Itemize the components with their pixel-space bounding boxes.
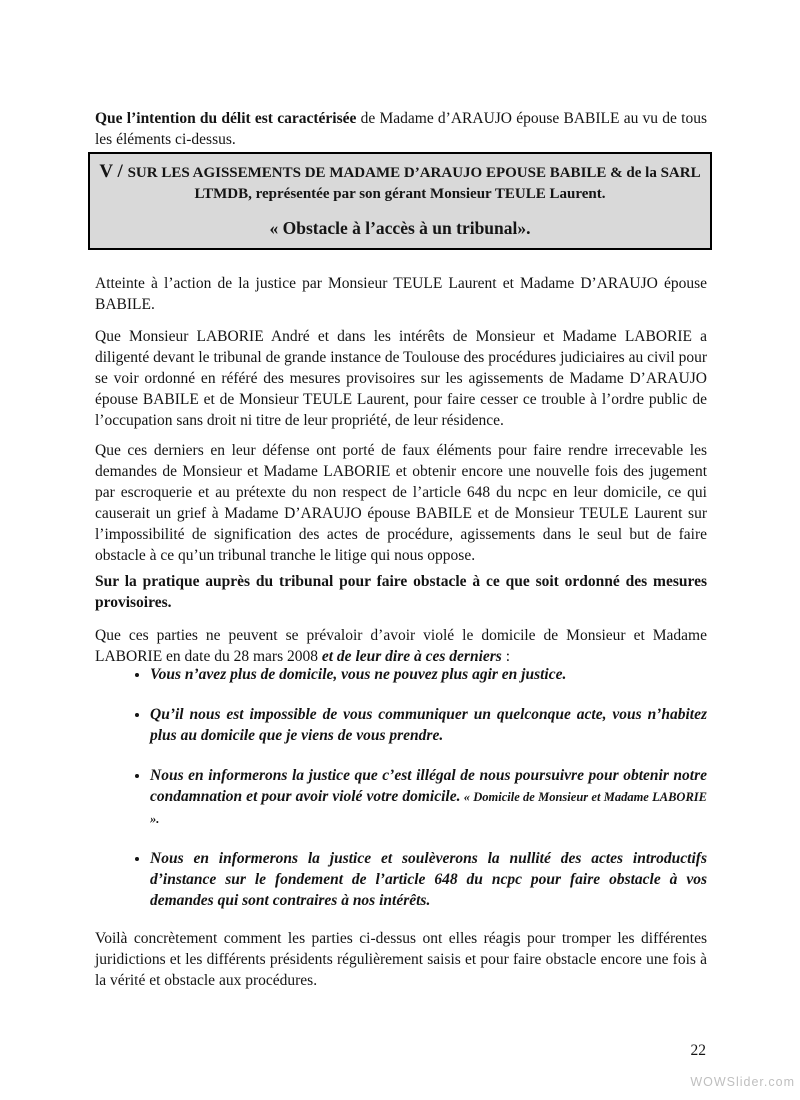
bullet-text: Qu’il nous est impossible de vous communiquer un quelconque acte, vous n’habitez plus au domicile que je viens de vous prendre. [150, 706, 707, 744]
closing-paragraph: Voilà concrètement comment les parties ci-dessus ont elles réagis pour tromper les différentes juridictions et les différents présidents régulièrement saisis et pour faire obstacle encore une fois à la vérité et obstacle aux procédures. [95, 929, 707, 989]
page-number: 22 [690, 1042, 706, 1059]
bullet-list [95, 664, 707, 912]
bullet-note: « Domicile de Monsieur et Madame LABORIE ». [150, 790, 707, 826]
bullet-text: Vous n’avez plus de domicile, vous ne pouvez plus agir en justice. [150, 666, 567, 683]
paragraph-parties [95, 625, 707, 667]
bullet-item [150, 704, 707, 747]
watermark: WOWSlider.com [690, 1075, 795, 1089]
parties-tail: : [501, 647, 511, 665]
parties-normal: Que ces parties ne peuvent se prévaloir d’avoir violé le domicile de Monsieur et Madame LABORIE en date du 28 mars 2008 [95, 626, 707, 665]
bullet-text: Nous en informerons la justice et soulèverons la nullité des actes introductifs d’instance sur le fondement de l’article 648 du ncpc pour faire obstacle à vos demandes qui sont contraires à nos intérêts. [150, 850, 707, 909]
section-numeral: V / [99, 161, 128, 182]
subheading-pratique: Sur la pratique auprès du tribunal pour faire obstacle à ce que soit ordonné des mesures provisoires. [95, 572, 707, 611]
bullet-item [150, 765, 707, 830]
intro-paragraph [95, 108, 707, 150]
bullet-item [150, 664, 707, 686]
paragraph-laborie: Que Monsieur LABORIE André et dans les intérêts de Monsieur et Madame LABORIE a diligenté devant le tribunal de grande instance de Toulouse des procédures judiciaires au civil pour se voir ordonné en référé des mesures provisoires sur les agissements de Madame D’ARAUJO épouse BABILE et de Monsieur TEULE Laurent, pour faire cesser ce trouble à l’ordre public de l’occupation sans droit ni titre de leur propriété, de leur résidence. [95, 327, 707, 429]
section-subtitle: « Obstacle à l’accès à un tribunal». [269, 218, 531, 238]
bullet-text: Nous en informerons la justice que c’est illégal de nous poursuivre pour obtenir notre condamnation et pour avoir violé votre domicile. [150, 767, 707, 805]
section-heading-box [88, 152, 712, 250]
bullet-item [150, 848, 707, 912]
intro-lead-bold: Que l’intention du délit est caractérisée [95, 109, 357, 127]
section-title [96, 161, 704, 205]
parties-emphasis: et de leur dire à ces derniers [321, 647, 502, 665]
section-title-text: SUR LES AGISSEMENTS DE MADAME D’ARAUJO EPOUSE BABILE & de la SARL LTMDB, représentée par son gérant Monsieur TEULE Laurent. [127, 165, 701, 202]
paragraph-atteinte: Atteinte à l’action de la justice par Monsieur TEULE Laurent et Madame D’ARAUJO épouse BABILE. [95, 274, 707, 313]
intro-rest: de Madame d’ARAUJO épouse BABILE au vu de tous les éléments ci-dessus. [95, 109, 707, 148]
paragraph-defense: Que ces derniers en leur défense ont porté de faux éléments pour faire rendre irrecevable les demandes de Monsieur et Madame LABORIE et obtenir encore une nouvelle fois des jugement par escroquerie et au prétexte du non respect de l’article 648 du ncpc en leur domicile, ce qui causerait un grief à Madame D’ARAUJO épouse BABILE et de Monsieur TEULE Laurent sur l’impossibilité de signification des actes de procédure, agissements dans le seul but de faire obstacle à ce qu’un tribunal tranche le litige qui nous oppose. [95, 441, 707, 564]
